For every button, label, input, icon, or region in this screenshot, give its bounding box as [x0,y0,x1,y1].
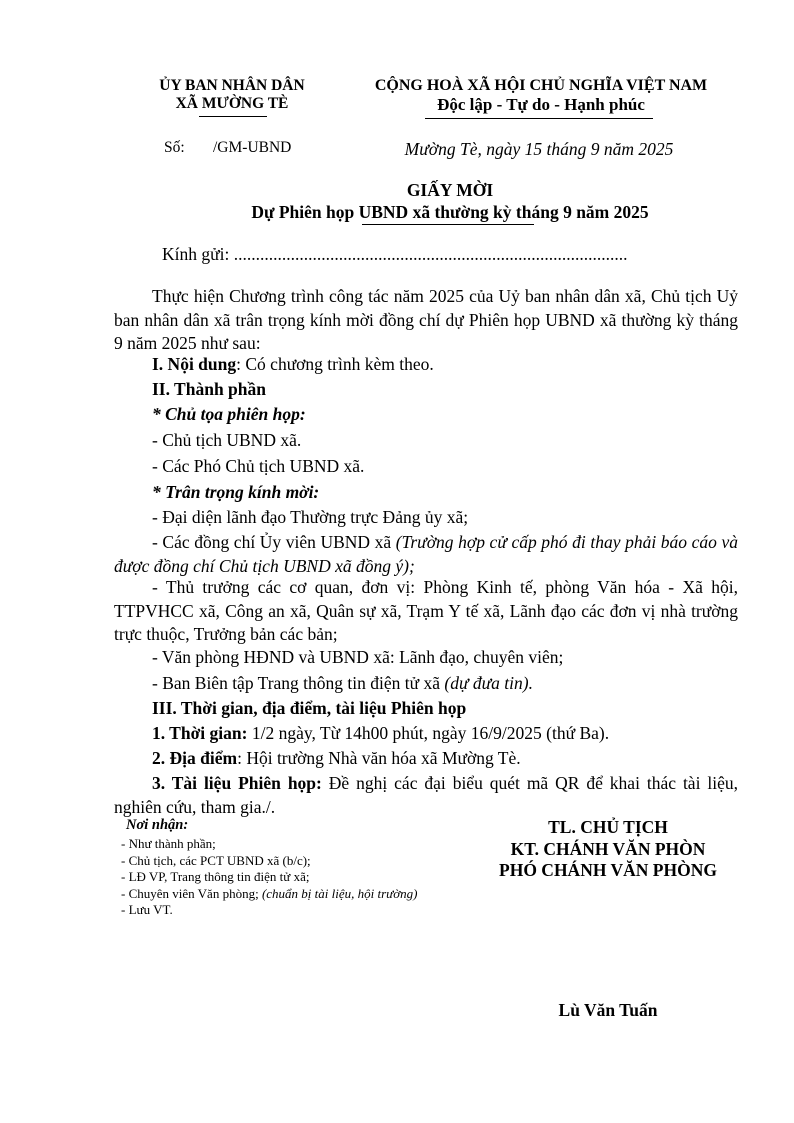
org-underline [199,116,267,117]
place-label: 2. Địa điểm [152,748,238,768]
recipient-item: - LĐ VP, Trang thông tin điện tử xã; [121,869,310,884]
chair-item-2: - Các Phó Chủ tịch UBND xã. [152,456,365,476]
signer-name: Lù Văn Tuấn [558,1000,658,1020]
recipient-line: Kính gửi: .......................................................................................... [162,244,628,264]
motto: Độc lập - Tự do - Hạnh phúc [437,95,645,114]
place-date: Mường Tè, ngày 15 tháng 9 năm 2025 [404,139,674,159]
intro-paragraph: Thực hiện Chương trình công tác năm 2025 của Uỷ ban nhân dân xã, Chủ tịch Uỷ ban nhân dân xã trân trọng kính mời đồng chí dự Phiên họp UBND xã thường kỳ tháng 9 năm 2025 như sau: [114,286,738,353]
recipients-title: Nơi nhận: [126,817,189,833]
subtitle-underline [362,224,534,225]
org-line-1: ỦY BAN NHÂN DÂN [159,77,305,94]
invite-item-3: - Thủ trưởng các cơ quan, đơn vị: Phòng Kinh tế, phòng Văn hóa - Xã hội, TTPVHCC xã, Công an xã, Quân sự xã, Trạm Y tế xã, Lãnh đạo các đơn vị nhà trường trực thuộc, Trưởng bản các bản; [114,577,738,644]
invite-item-2-text: - Các đồng chí Ủy viên UBND xã [152,532,396,552]
doc-title: GIẤY MỜI [406,180,494,200]
invite-item-5 [114,672,738,696]
signature-title [478,817,738,882]
signature-line-1: TL. CHỦ TỊCH [548,817,668,837]
section-content [114,353,738,377]
invite-item-4: - Văn phòng HĐND và UBND xã: Lãnh đạo, chuyên viên; [152,647,564,667]
time-label: 1. Thời gian: [152,723,248,743]
org-name [120,77,344,113]
recipient-item: - Như thành phần; [121,836,216,851]
chair-item-1: - Chủ tịch UBND xã. [152,430,302,450]
doc-number-code: /GM-UBND [213,139,292,156]
docs-label: 3. Tài liệu Phiên họp: [152,773,322,793]
place-text: : Hội trường Nhà văn hóa xã Mường Tè. [237,748,521,768]
docs-text: Đề nghị các đại biểu quét mã QR để khai thác tài liệu, nghiên cứu, tham gia./. [114,773,738,817]
invite-item-5-note: (dự đưa tin). [444,673,533,693]
org-line-2: XÃ MƯỜNG TÈ [175,95,289,112]
nation-heading [352,77,730,115]
chair-label: * Chủ tọa phiên họp: [152,404,306,424]
recipient-item: - Lưu VT. [121,902,173,917]
signature-line-3: PHÓ CHÁNH VĂN PHÒNG [499,860,717,880]
signature-line-2: KT. CHÁNH VĂN PHÒN [510,838,706,859]
doc-number-label: Số: [164,139,185,156]
nation-line-1: CỘNG HOÀ XÃ HỘI CHỦ NGHĨA VIỆT NAM [374,77,708,94]
section-1-text: : Có chương trình kèm theo. [236,354,434,374]
docs-line [114,772,738,819]
doc-subtitle: Dự Phiên họp UBND xã thường kỳ tháng 9 năm 2025 [251,202,649,222]
invite-item-1: - Đại diện lãnh đạo Thường trực Đảng ủy xã; [152,507,469,527]
invite-item-5-text: - Ban Biên tập Trang thông tin điện tử xã [152,673,445,693]
time-line [114,722,738,746]
invite-item-2-note: (Trường hợp cử cấp phó đi thay phải báo cáo và được đồng chí Chủ tịch UBND xã đồng ý); [114,532,738,576]
recipient-item-note: (chuẩn bị tài liệu, hội trường) [261,885,418,901]
invite-label: * Trân trọng kính mời: [152,482,320,502]
recipient-item: - Chủ tịch, các PCT UBND xã (b/c); [121,852,311,868]
section-1-label: I. Nội dung [152,354,237,374]
section-3-label: III. Thời gian, địa điểm, tài liệu Phiên họp [152,698,467,718]
recipient-item-text: - Chuyên viên Văn phòng; [121,885,262,901]
time-text: 1/2 ngày, Từ 14h00 phút, ngày 16/9/2025 (thứ Ba). [247,723,610,743]
motto-underline [425,118,653,119]
recipient-item [121,886,481,903]
invite-item-2 [114,531,738,578]
section-2-label: II. Thành phần [152,379,266,399]
recipients-list [121,836,481,919]
place-line [114,747,738,771]
